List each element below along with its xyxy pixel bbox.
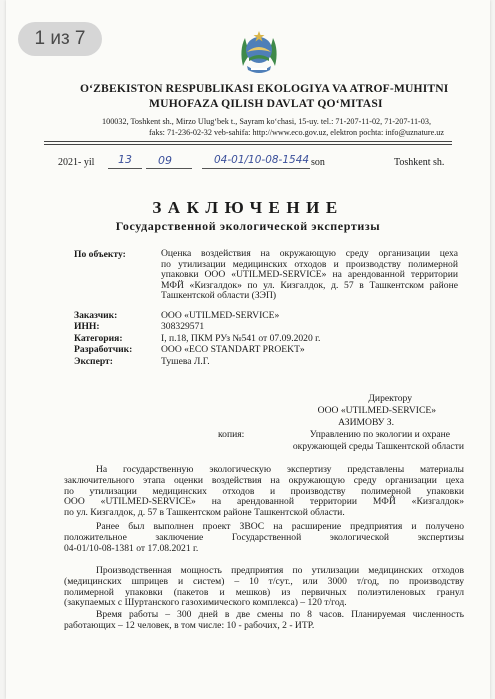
body-line: по утилизации медицинских отходов и производству полимерной упаковки [64,485,464,497]
copy-label: копия: [218,429,245,440]
dateline-son: son [311,157,325,168]
body-paragraph [64,566,464,609]
document-subtitle: Государственной экологической экспертизы [115,219,381,233]
recipient-line: ООО «UTILMED-SERVICE» [317,405,436,416]
object-description [161,249,458,302]
body-paragraph [64,610,464,632]
document-page[interactable] [6,0,490,699]
body-line: (закупаемых с Шуртанского газохимического комплекса) – 120 т/год. [64,597,347,609]
developer-value: ООО «ECO STANDART PROEKT» [161,344,305,355]
body-paragraph [64,465,464,519]
developer-label: Разработчик: [74,344,133,355]
state-emblem-icon [237,28,281,76]
object-line: Оценка воздействия на окружающую среду организации цеха [161,248,458,259]
object-label: По объекту: [74,249,126,260]
org-name-line-2: MUHOFAZA QILISH DAVLAT QO‘MITASI [149,97,383,110]
object-line: Ташкентской области (ЗЭП) [161,290,277,302]
inn-value: 308329571 [161,321,205,332]
expert-label: Эксперт: [74,356,113,367]
category-value: I, п.18, ПКМ РУз №541 от 07.09.2020 г. [161,333,321,344]
body-line: полимерной упаковки (пакетов и мешков) из первичных полиэтиленовых гранул [64,586,464,598]
number-underline [202,168,310,169]
inn-label: ИНН: [74,321,100,332]
object-line: МФЙ «Кизгалдок» по ул. Кизгалдок, д. 57 в Ташкентском районе [161,279,458,291]
body-line: Производственная мощность предприятия по утилизации медицинских отходов [96,565,464,576]
body-line: по ул. Кизгалдок, д. 57 в Ташкентском районе Ташкентской области. [64,507,345,519]
body-line: 04-01/10-08-1381 от 17.08.2021 г. [64,542,199,554]
body-line: (медицинских шприцев и систем) – 10 т/сут., или 3000 т/год, по производству [64,575,464,587]
customer-value: ООО «UTILMED-SERVICE» [161,310,280,321]
dateline-month: 09 [158,154,172,167]
object-line: по утилизации медицинских отходов и производству полимерной [161,258,458,270]
dateline-day: 13 [118,153,132,166]
page-indicator-badge: 1 из 7 [18,22,102,56]
body-line: заключительного этапа оценки воздействия на окружающую среду организации цеха [64,474,464,486]
org-address-line-2: faks: 71-236-02-32 veb-sahifa: http://www.eco.gov.uz, elektron pochta: info@uznature.uz [149,128,444,137]
body-line: ООО «UTILMED-SERVICE» на арендованной территории МФЙ «Кизгалдок» [64,496,464,508]
recipient-line: окружающей среды Ташкентской области [292,441,464,452]
dateline-city: Toshkent sh. [394,157,445,168]
day-underline [108,168,142,169]
body-paragraph [64,522,464,554]
org-name-line-1: O‘ZBEKISTON RESPUBLIKASI EKOLOGIYA VA ATROF-MUHITNI [80,82,449,95]
document-title: ЗАКЛЮЧЕНИЕ [152,198,344,217]
body-line: работающих – 12 человек, в том числе: 10 - рабочих, 2 - ИТР. [64,619,315,631]
recipient-line: Управлению по экологии и охране [309,429,450,440]
dateline-year: 2021- yil [58,157,95,168]
header-divider-thin [44,144,452,145]
recipient-line: АЗИМОВУ З. [338,417,394,428]
recipient-line: Директору [368,393,412,404]
month-underline [146,168,192,169]
customer-label: Заказчик: [74,310,118,321]
expert-value: Тушева Л.Г. [161,356,210,367]
object-line: упаковки ООО «UTILMED-SERVICE» на арендованной территории [161,269,458,281]
dateline-number: 04-01/10-08-1544 [214,154,310,166]
body-line: положительное заключение Государственной экологической экспертизы [64,531,464,543]
body-line: На государственную экологическую экспертизу представлены материалы [96,464,464,475]
header-divider [44,141,452,142]
body-line: Ранее был выполнен проект ЗВОС на расширение предприятия и получено [96,521,464,532]
org-address-line-1: 100032, Toshkent sh., Mirzo Ulug‘bek t., Sayram ko‘chasi, 15-uy. tel.: 71-207-11-02, 71-207-11-03, [102,117,431,126]
category-label: Категория: [74,333,123,344]
body-line: Время работы – 300 дней в две смены по 8 часов. Планируемая численность [96,609,464,620]
